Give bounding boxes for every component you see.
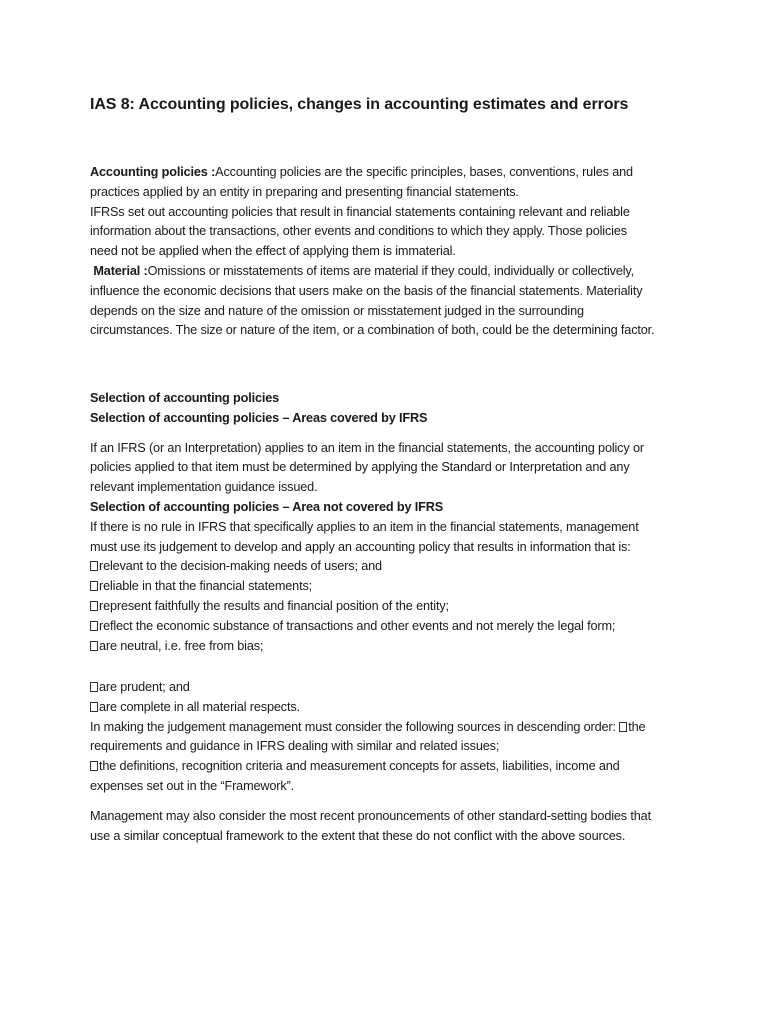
paragraph-gap bbox=[90, 429, 700, 439]
paragraph-line: circumstances. The size or nature of the item, or a combination of both, could be the determining factor. bbox=[90, 323, 655, 338]
paragraph-line: policies applied to that item must be determined by applying the Standard or Interpretation and any bbox=[90, 460, 630, 475]
missing-glyph-icon bbox=[90, 682, 98, 692]
missing-glyph-icon bbox=[90, 581, 98, 591]
bullet-item: reflect the economic substance of transactions and other events and not merely the legal form; bbox=[90, 617, 700, 637]
accounting-policies-label: Accounting policies : bbox=[90, 165, 216, 179]
missing-glyph-icon bbox=[90, 702, 98, 712]
missing-glyph-icon bbox=[90, 621, 98, 631]
line-text: Omissions or misstatements of items are material if they could, individually or collectively, bbox=[147, 263, 635, 278]
paragraph-line: expenses set out in the “Framework”. bbox=[90, 778, 295, 793]
paragraph-line: requirements and guidance in IFRS dealing with similar and related issues; bbox=[90, 739, 500, 754]
section-heading: Selection of accounting policies – Areas covered by IFRS bbox=[90, 410, 428, 425]
paragraph-line bbox=[90, 262, 700, 282]
bullet-item: the definitions, recognition criteria and measurement concepts for assets, liabilities, income and bbox=[90, 757, 700, 777]
bullet-item: relevant to the decision-making needs of users; and bbox=[90, 557, 700, 577]
missing-glyph-icon bbox=[90, 761, 98, 771]
judgement-section bbox=[90, 678, 700, 797]
missing-glyph-icon bbox=[90, 641, 98, 651]
missing-glyph-icon bbox=[90, 561, 98, 571]
section-heading: Selection of accounting policies bbox=[90, 391, 280, 405]
missing-glyph-icon bbox=[90, 601, 98, 611]
section-heading: Selection of accounting policies – Area not covered by IFRS bbox=[90, 499, 444, 514]
other-pronouncements-section bbox=[90, 807, 700, 847]
paragraph-line: In making the judgement management must consider the following sources in descending order: the bbox=[90, 719, 646, 734]
paragraph-line: If there is no rule in IFRS that specifically applies to an item in the financial statements, management bbox=[90, 519, 639, 534]
paragraph-line: use a similar conceptual framework to the extent that these do not conflict with the above sources. bbox=[90, 828, 626, 843]
paragraph-line bbox=[90, 163, 700, 183]
paragraph-line: Management may also consider the most recent pronouncements of other standard-setting bodies that bbox=[90, 809, 651, 823]
bullet-item: represent faithfully the results and financial position of the entity; bbox=[90, 597, 700, 617]
paragraph-line: If an IFRS (or an Interpretation) applies to an item in the financial statements, the accounting policy or bbox=[90, 440, 644, 455]
bullet-item: are neutral, i.e. free from bias; bbox=[90, 637, 700, 657]
missing-glyph-icon bbox=[619, 722, 627, 732]
bullet-item: reliable in that the financial statements; bbox=[90, 577, 700, 597]
paragraph-line: practices applied by an entity in preparing and presenting financial statements. bbox=[90, 184, 519, 199]
paragraph-line: IFRSs set out accounting policies that result in financial statements containing relevant and reliable bbox=[90, 204, 630, 219]
paragraph-line: depends on the size and nature of the omission or misstatement judged in the surrounding bbox=[90, 303, 584, 318]
paragraph-line: relevant implementation guidance issued. bbox=[90, 480, 318, 495]
paragraph-line: must use its judgement to develop and apply an accounting policy that results in information that is: bbox=[90, 539, 631, 554]
document-title: IAS 8: Accounting policies, changes in accounting estimates and errors bbox=[90, 96, 629, 113]
bullet-item: are prudent; and bbox=[90, 678, 700, 698]
material-label: Material : bbox=[93, 263, 148, 278]
paragraph-line: information about the transactions, other events and conditions to which they apply. Those policies bbox=[90, 224, 627, 239]
bullet-item: are complete in all material respects. bbox=[90, 698, 700, 718]
line-text: Accounting policies are the specific principles, bases, conventions, rules and bbox=[215, 165, 633, 179]
paragraph-line: influence the economic decisions that users make on the basis of the financial statements. Materiality bbox=[90, 283, 643, 298]
selection-section bbox=[90, 389, 700, 656]
accounting-policies-section bbox=[90, 163, 700, 341]
paragraph-line: need not be applied when the effect of applying them is immaterial. bbox=[90, 244, 456, 259]
